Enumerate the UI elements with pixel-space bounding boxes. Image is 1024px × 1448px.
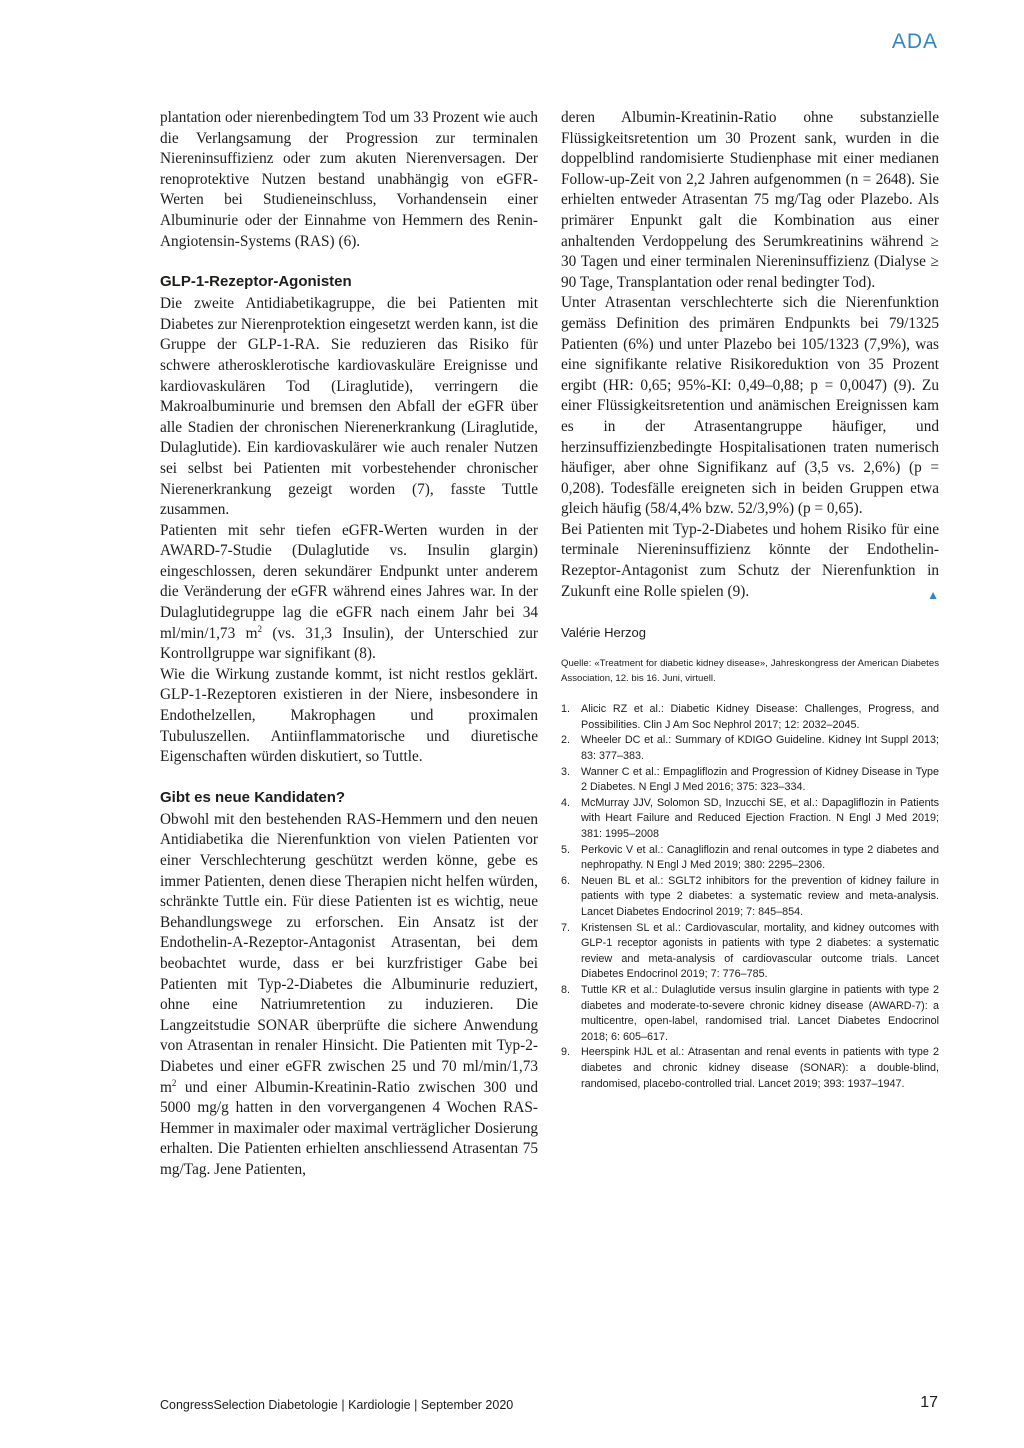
reference-text: Neuen BL et al.: SGLT2 inhibitors for the prevention of kidney failure in patients with type 2 diabetes: a systematic review and meta-analysis. Lancet Diabetes Endocrinol 2019; 7: 845–854. [581, 874, 939, 918]
reference-item [561, 733, 939, 764]
section-tag: ADA [891, 30, 938, 53]
reference-number: 8. [561, 983, 571, 996]
reference-item [561, 1045, 939, 1092]
reference-number: 9. [561, 1046, 571, 1059]
reference-text: Wheeler DC et al.: Summary of KDIGO Guideline. Kidney Int Suppl 2013; 83: 377–383. [581, 734, 939, 763]
reference-text: Kristensen SL et al.: Cardiovascular, mortality, and kidney outcomes with GLP-1 receptor agonists in patients with type 2 diabetes: a systematic review and meta-analysis of cardiovascular outcome trials. Lancet Diabetes Endocrinol 2019; 7: 776–785. [581, 921, 939, 981]
reference-text: Wanner C et al.: Empagliflozin and Progression of Kidney Disease in Type 2 Diabetes. N Engl J Med 2016; 375: 323–334. [581, 765, 939, 794]
paragraph-text: und einer Albumin-Kreatinin-Ratio zwischen 300 und 5000 mg/g hatten in den vorvergangenen 4 Wochen RAS-Hemmer in maximaler oder maximal verträglicher Dosierung erhalten. Die Patienten erhielten anschliessend Atrasentan 75 mg/Tag. Jene Patienten, [160, 1078, 538, 1178]
page-number: 17 [920, 1394, 938, 1411]
superscript: 2 [171, 1077, 177, 1088]
section-heading-glp1: GLP-1-Rezeptor-Agonisten [160, 273, 352, 291]
paragraph-text: Obwohl mit den bestehenden RAS-Hemmern und den neuen Antidiabetika die Nierenfunktion von vielen Patienten vor einer Verschlechterung geschützt werden könne, gebe es immer Patienten, denen diese Therapien nicht helfen würden, schränkte Tuttle ein. Für diese Patienten ist es wichtig, neue Behandlungswege zu erforschen. Ein Ansatz ist der Endothelin-A-Rezeptor-Antagonist Atrasentan, bei dem beobachtet wurde, dass er bei kurzfristiger Gabe bei Patienten mit Typ-2-Diabetes die Albuminurie reduziert, ohne eine Natriumretention zu induzieren. Die Langzeitstudie SONAR überprüfte die sichere Anwendung von Atrasentan in renaler Hinsicht. Die Patienten mit Typ-2-Diabetes und einer eGFR zwischen 25 und 70 ml/min/1,73 m [160, 810, 538, 1096]
reference-number: 3. [561, 765, 571, 778]
paragraph: Wie die Wirkung zustande kommt, ist nicht restlos geklärt. GLP-1-Rezeptoren existieren in der Niere, insbesondere in Endothelzellen, Makrophagen und proximalen Tubuluszellen. Antiinflammatorische und diuretische Eigenschaften würden diskutiert, so Tuttle. [160, 665, 538, 766]
right-column [561, 108, 939, 1092]
reference-number: 2. [561, 734, 571, 747]
section-heading-new-candidates: Gibt es neue Kandidaten? [160, 788, 346, 806]
paragraph-text: Patienten mit sehr tiefen eGFR-Werten wurden in der AWARD-7-Studie (Dulaglutide vs. Insulin glargin) eingeschlossen, deren sekundärer Endpunkt unter anderem die Veränderung der eGFR während eines Jahres war. In der Dulaglutidegruppe lag die eGFR nach einem Jahr bei 34 ml/min/1,73 m [160, 521, 538, 642]
paragraph [561, 520, 939, 602]
reference-item [561, 921, 939, 983]
reference-number: 5. [561, 843, 571, 856]
reference-text: Alicic RZ et al.: Diabetic Kidney Disease: Challenges, Progress, and Possibilities. Clin J Am Soc Nephrol 2017; 12: 2032–2045. [581, 703, 939, 731]
reference-item [561, 843, 939, 874]
reference-number: 7. [561, 921, 571, 934]
reference-item [561, 874, 939, 921]
paragraph: plantation oder nierenbedingtem Tod um 33 Prozent wie auch die Verlangsamung der Progression zur terminalen Niereninsuffizienz oder zum akuten Nierenversagen. Der renoprotektive Nutzen bestand unabhängig von eGFR-Werten bei Studieneinschluss, Vorhandensein einer Albuminurie oder der Einnahme von Hemmern des Renin-Angiotensin-Systems (RAS) (6). [160, 109, 538, 250]
paragraph: Unter Atrasentan verschlechterte sich die Nierenfunktion gemäss Definition des primären Endpunkts bei 79/1325 Patienten (6%) und unter Plazebo bei 105/1323 (7,9%), was eine signifikante relative Risikoreduktion von 35 Prozent ergibt (HR: 0,65; 95%-KI: 0,49–0,88; p = 0,0047) (9). Zu einer Flüssigkeitsretention und anämischen Ereignissen kam es in der Atrasentangruppe häufiger, und herzinsuffizienzbedingte Hospitalisationen traten numerisch häufiger, aber ohne Signifikanz auf (3,5 vs. 2,6%) (p = 0,208). Todesfälle ereigneten sich in beiden Gruppen etwa gleich häufig (58/4,4% bzw. 52/3,9%) (p = 0,65). [561, 294, 939, 518]
paragraph: deren Albumin-Kreatinin-Ratio ohne substanzielle Flüssigkeitsretention um 30 Prozent sank, wurden in die doppelblind randomisierte Studienphase mit einer medianen Follow-up-Zeit von 2,2 Jahren aufgenommen (n = 2648). Sie erhielten entweder Atrasentan 75 mg/Tag oder Plazebo. Als primärer Enpunkt galt die Kombination aus einer anhaltenden Verdoppelung des Serumkreatinins während ≥ 30 Tagen und einer terminalen Niereninsuffizienz (Dialyse ≥ 90 Tage, Transplantation oder renal bedingter Tod). [561, 109, 939, 291]
source-note: Quelle: «Treatment for diabetic kidney disease», Jahreskongress der American Diabetes Association, 12. bis 16. Juni, virtuell. [561, 658, 939, 685]
reference-item [561, 796, 939, 843]
paragraph-text: (vs. 31,3 Insulin), der Unterschied zur Kontrollgruppe war signifikant (8). [160, 624, 538, 663]
reference-item [561, 765, 939, 796]
reference-item [561, 702, 939, 733]
reference-text: Tuttle KR et al.: Dulaglutide versus insulin glargine in patients with type 2 diabetes and moderate-to-severe chronic kidney disease (AWARD-7): a multicentre, open-label, randomised trial. Lancet Diabetes Endocrinol 2018; 6: 605–617. [581, 983, 939, 1043]
footer-publication: CongressSelection Diabetologie | Kardiologie | September 2020 [160, 1398, 514, 1412]
reference-list [561, 702, 939, 1092]
paragraph [160, 521, 538, 665]
author-name: Valérie Herzog [561, 625, 647, 641]
superscript: 2 [257, 623, 262, 634]
left-column [160, 108, 538, 1181]
end-of-article-triangle-icon: ▲ [927, 587, 939, 602]
reference-item [561, 983, 939, 1045]
reference-number: 4. [561, 796, 571, 809]
reference-text: Perkovic V et al.: Canagliflozin and renal outcomes in type 2 diabetes and nephropathy. N Engl J Med 2019; 380: 2295–2306. [581, 843, 939, 872]
paragraph: Die zweite Antidiabetikagruppe, die bei Patienten mit Diabetes zur Nierenprotektion eingesetzt werden kann, ist die Gruppe der GLP-1-RA. Sie reduzieren das Risiko für schwere atherosklerotische kardiovaskuläre Ereignisse und kardiovaskulären Tod (Liraglutide), verringern die Makroalbuminurie und bremsen den Abfall der eGFR über alle Stadien der chronischen Nierenerkrankung (Liraglutide, Dulaglutide). Ein kardiovaskulärer wie auch renaler Nutzen sei selbst bei Patienten mit vorbestehender chronischer Nierenerkrankung gezeigt worden (7), fasste Tuttle zusammen. [160, 295, 538, 519]
reference-text: Heerspink HJL et al.: Atrasentan and renal events in patients with type 2 diabetes and chronic kidney disease (SONAR): a double-blind, randomised, placebo-controlled trial. Lancet 2019; 393: 1937–1947. [581, 1046, 939, 1090]
paragraph [160, 810, 538, 1181]
reference-number: 1. [561, 703, 571, 716]
reference-number: 6. [561, 874, 571, 887]
paragraph-text: Bei Patienten mit Typ-2-Diabetes und hohem Risiko für eine terminale Niereninsuffizienz könnte der Endothelin-Rezeptor-Antagonist zum Schutz der Nierenfunktion in Zukunft eine Rolle spielen (9). [561, 520, 939, 600]
reference-text: McMurray JJV, Solomon SD, Inzucchi SE, et al.: Dapagliflozin in Patients with Heart Failure and Reduced Ejection Fraction. N Engl J Med 2019; 381: 1995–2008 [581, 796, 939, 840]
